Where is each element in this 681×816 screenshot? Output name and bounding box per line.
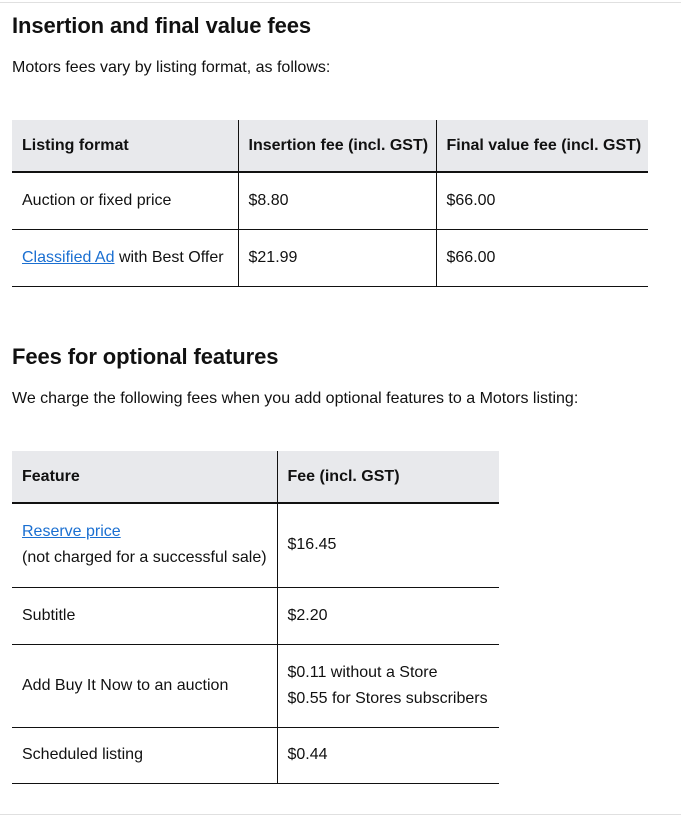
bottom-divider [0,814,681,815]
optional-features-fees-table [12,451,499,784]
listing-format-cell [12,229,238,286]
listing-format-cell: Auction or fixed price [12,172,238,229]
table-row [12,644,499,727]
table-header-row [12,120,648,172]
fee-cell: $16.45 [277,503,499,587]
section-heading-insertion-fees: Insertion and final value fees [12,13,311,38]
table-row [12,172,648,229]
fee-line-without-store: $0.11 without a Store [287,663,438,681]
feature-cell: Subtitle [12,587,277,644]
fee-cell: $0.44 [277,727,499,783]
feature-cell: Add Buy It Now to an auction [12,644,277,727]
table-row [12,727,499,783]
section-heading-optional-features: Fees for optional features [12,344,279,369]
feature-cell: Scheduled listing [12,727,277,783]
classified-ad-link[interactable]: Classified Ad [22,248,115,266]
insertion-fee-cell: $21.99 [238,229,436,286]
table-row [12,587,499,644]
reserve-price-link[interactable]: Reserve price [22,523,121,541]
feature-cell [12,503,277,587]
fee-line-stores-subscribers: $0.55 for Stores subscribers [287,689,488,707]
section-intro-motors-fees: Motors fees vary by listing format, as follows: [12,59,331,76]
column-header-feature: Feature [12,451,277,503]
fee-cell: $2.20 [277,587,499,644]
column-header-final-value-fee: Final value fee (incl. GST) [436,120,648,172]
table-row [12,229,648,286]
column-header-fee: Fee (incl. GST) [277,451,499,503]
table-header-row [12,451,499,503]
column-header-listing-format: Listing format [12,120,238,172]
table-row [12,503,499,587]
insertion-fee-cell: $8.80 [238,172,436,229]
column-header-insertion-fee: Insertion fee (incl. GST) [238,120,436,172]
final-value-fee-cell: $66.00 [436,172,648,229]
final-value-fee-cell: $66.00 [436,229,648,286]
listing-format-suffix: with Best Offer [114,248,224,266]
top-divider [0,2,681,3]
section-intro-optional-features: We charge the following fees when you add optional features to a Motors listing: [12,390,579,407]
feature-note: (not charged for a successful sale) [22,549,267,567]
fee-cell [277,644,499,727]
listing-format-fees-table [12,120,648,287]
